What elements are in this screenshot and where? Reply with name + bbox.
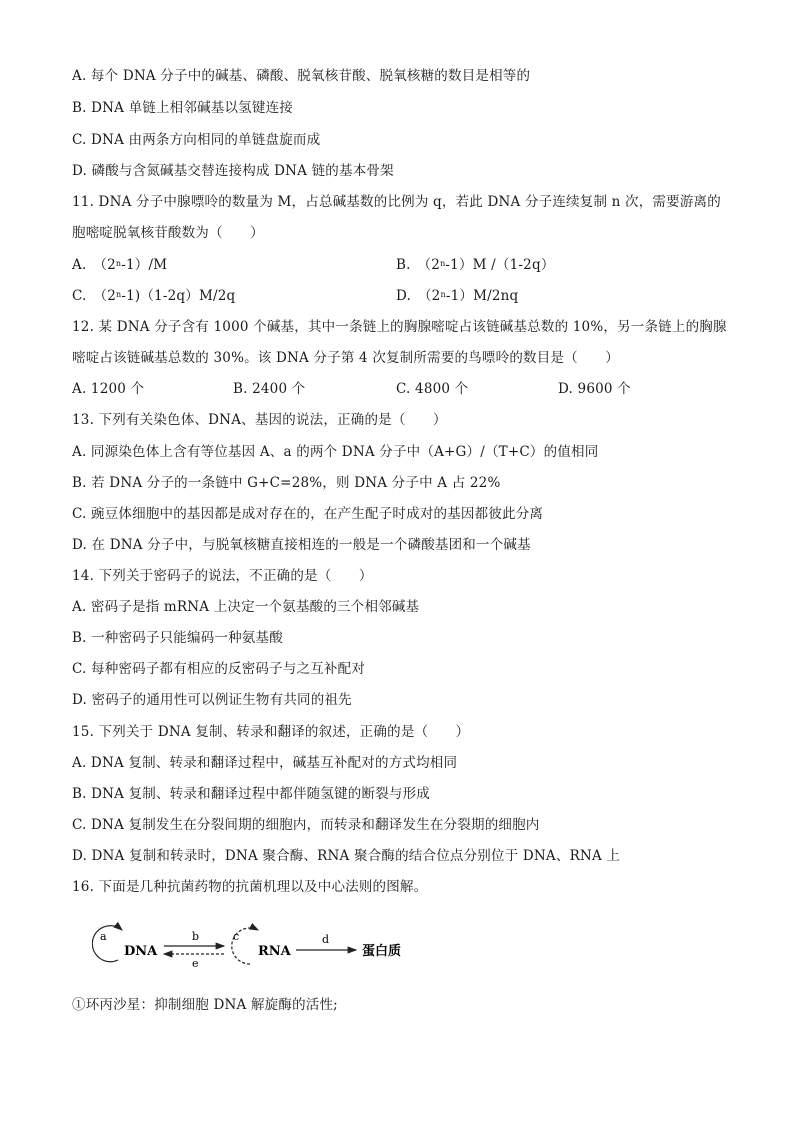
q12-option-c: C. 4800 个 xyxy=(396,381,469,397)
q14-stem: 14. 下列关于密码子的说法，不正确的是（ ） xyxy=(72,568,373,584)
q15-option-a: A. DNA 复制、转录和翻译过程中，碱基互补配对的方式均相同 xyxy=(72,755,458,771)
q13-stem: 13. 下列有关染色体、DNA、基因的说法，正确的是（ ） xyxy=(72,412,447,428)
q13-option-b: B. 若 DNA 分子的一条链中 G+C=28%，则 DNA 分子中 A 占 22% xyxy=(72,475,501,491)
rna-label: RNA xyxy=(258,944,291,959)
q10-option-b: B. DNA 单链上相邻碱基以氢键连接 xyxy=(72,100,293,116)
q14-option-c: C. 每种密码子都有相应的反密码子与之互补配对 xyxy=(72,661,366,677)
q12-stem-line1: 12. 某 DNA 分子含有 1000 个碱基，其中一条链上的胸腺嘧啶占该链碱基总数的 10%，另一条链上的胸腺 xyxy=(72,319,727,335)
q15-option-c: C. DNA 复制发生在分裂间期的细胞内，而转录和翻译发生在分裂期的细胞内 xyxy=(72,817,540,833)
q11-option-d: D. （2$^n$-1）M/2nq xyxy=(396,288,519,304)
q11-option-b: B. （2$^n$-1）M /（1-2q） xyxy=(396,257,555,273)
q16-stem: 16. 下面是几种抗菌药物的抗菌机理以及中心法则的图解。 xyxy=(72,879,428,895)
q12-option-b: B. 2400 个 xyxy=(233,381,306,397)
q14-option-a: A. 密码子是指 mRNA 上决定一个氨基酸的三个相邻碱基 xyxy=(72,599,420,615)
q12-stem-line2: 嘧啶占该链碱基总数的 30%。该 DNA 分子第 4 次复制所需要的鸟嘌呤的数目是（ ） xyxy=(72,350,619,366)
protein-label: 蛋白质 xyxy=(362,944,402,959)
q16-item-1: ①环丙沙星：抑制细胞 DNA 解旋酶的活性; xyxy=(72,997,338,1013)
replication-loop-a xyxy=(92,926,122,962)
q13-option-c: C. 豌豆体细胞中的基因都是成对存在的，在产生配子时成对的基因都彼此分离 xyxy=(72,506,544,522)
q14-option-b: B. 一种密码子只能编码一种氨基酸 xyxy=(72,630,283,646)
q10-option-a: A. 每个 DNA 分子中的碱基、磷酸、脱氧核苷酸、脱氧核糖的数目是相等的 xyxy=(72,68,531,84)
q15-stem: 15. 下列关于 DNA 复制、转录和翻译的叙述，正确的是（ ） xyxy=(72,724,470,740)
q10-option-d: D. 磷酸与含氮碱基交替连接构成 DNA 链的基本骨架 xyxy=(72,163,394,179)
central-dogma-diagram xyxy=(92,922,422,974)
label-a: a xyxy=(100,930,107,943)
q11-option-c: C. （2$^n$-1)（1-2q）M/2q xyxy=(72,288,236,304)
q11-option-a: A. （2$^n$-1）/M xyxy=(72,257,168,273)
q13-option-d: D. 在 DNA 分子中，与脱氧核糖直接相连的一般是一个磷酸基团和一个碱基 xyxy=(72,537,531,553)
q11-stem-line1: 11. DNA 分子中腺嘌呤的数量为 M，占总碱基数的比例为 q，若此 DNA 分子连续复制 n 次，需要游离的 xyxy=(72,194,721,210)
label-c: c xyxy=(233,930,240,943)
label-b: b xyxy=(192,930,200,943)
q12-option-d: D. 9600 个 xyxy=(558,381,631,397)
label-d: d xyxy=(322,933,330,946)
q15-option-d: D. DNA 复制和转录时，DNA 聚合酶、RNA 聚合酶的结合位点分别位于 DNA、RNA 上 xyxy=(72,848,621,864)
q10-option-c: C. DNA 由两条方向相同的单链盘旋而成 xyxy=(72,132,321,148)
label-e: e xyxy=(192,957,199,970)
q13-option-a: A. 同源染色体上含有等位基因 A、a 的两个 DNA 分子中（A+G）/（T+C）的值相同 xyxy=(72,444,599,460)
q12-option-a: A. 1200 个 xyxy=(72,381,145,397)
q11-stem-line2: 胞嘧啶脱氧核苷酸数为（ ） xyxy=(72,225,264,241)
dna-label: DNA xyxy=(124,944,158,959)
q15-option-b: B. DNA 复制、转录和翻译过程中都伴随氢键的断裂与形成 xyxy=(72,786,430,802)
q14-option-d: D. 密码子的通用性可以例证生物有共同的祖先 xyxy=(72,692,352,708)
